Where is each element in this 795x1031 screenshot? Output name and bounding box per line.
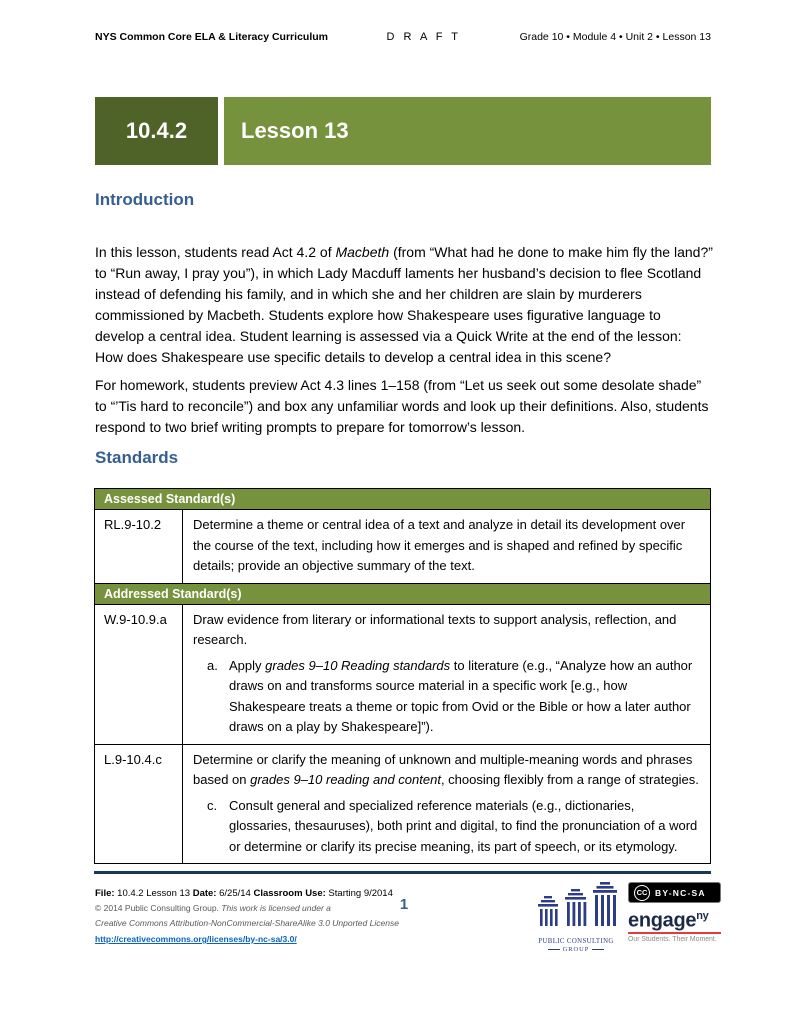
cc-engageny-block bbox=[628, 882, 721, 943]
standard-text-l bbox=[183, 744, 711, 864]
standards-table bbox=[94, 488, 711, 864]
footer-logos bbox=[534, 882, 721, 953]
introduction-paragraph-2: For homework, students preview Act 4.3 lines 1–158 (from “Let us seek out some desolate shade” to “’Tis hard to reconcile”) and box any unfamiliar words and look up their definitions. Also, students respond to two brief writing prompts to prepare for tomorrow’s lesson. bbox=[95, 377, 709, 435]
header-curriculum-title: NYS Common Core ELA & Literacy Curriculum bbox=[95, 31, 328, 43]
table-row-addressed-header bbox=[95, 583, 711, 604]
page-header bbox=[95, 31, 711, 43]
lesson-banner bbox=[95, 97, 711, 165]
table-row-assessed-header bbox=[95, 489, 711, 510]
pcg-logo-group-text bbox=[534, 946, 618, 953]
page-number: 1 bbox=[399, 896, 409, 913]
pcg-group-label: GROUP bbox=[562, 946, 590, 953]
header-draft-label: D R A F T bbox=[386, 31, 462, 43]
footer-license-line-2: Creative Commons Attribution-NonCommercial-ShareAlike 3.0 Unported License bbox=[95, 917, 399, 928]
engageny-tagline: Our Students. Their Moment. bbox=[628, 935, 717, 943]
standard-body-rl: Determine a theme or central idea of a text and analyze in detail its development over the course of the text, including how it emerges and is shaped and refined by specific details; provide an objective summary of the text. bbox=[193, 517, 686, 573]
standard-text-rl bbox=[183, 510, 711, 584]
pcg-columns-icon bbox=[534, 882, 618, 932]
header-lesson-breadcrumb: Grade 10 • Module 4 • Unit 2 • Lesson 13 bbox=[519, 31, 711, 43]
standard-subitem-a bbox=[193, 656, 700, 738]
standard-code-rl: RL.9-10.2 bbox=[95, 510, 183, 584]
footer-file-info bbox=[95, 887, 400, 947]
creative-commons-link[interactable]: http://creativecommons.org/licenses/by-nc-sa/3.0/ bbox=[95, 934, 297, 944]
engageny-logo bbox=[628, 906, 721, 932]
cc-icon: CC bbox=[634, 885, 650, 901]
cc-license-label: BY-NC-SA bbox=[655, 887, 706, 898]
footer-license-line-1: © 2014 Public Consulting Group. This work is licensed under a bbox=[95, 903, 331, 913]
subitem-text-c: Consult general and specialized reference materials (e.g., dictionaries, glossaries, thesauruses), both print and digital, to find the pronunciation of a word or determine or clarify its precise meaning, its part of speech, or its etymology. bbox=[229, 797, 698, 854]
standard-body-l: Determine or clarify the meaning of unknown and multiple-meaning words and phrases based on grades 9–10 reading and content, choosing flexibly from a range of strategies. bbox=[193, 751, 699, 787]
footer-divider-rule bbox=[94, 871, 711, 874]
subitem-marker-a: a. bbox=[207, 657, 218, 673]
subitem-text-a: Apply grades 9–10 Reading standards to literature (e.g., “Analyze how an author draws on and transforms source material in a specific work [e.g., how Shakespeare treats a theme or topic from Ovid or the Bible or how a later author draws on a play by Shakespeare]”). bbox=[229, 657, 693, 734]
standard-code-w: W.9-10.9.a bbox=[95, 604, 183, 744]
standards-heading: Standards bbox=[95, 448, 179, 467]
pcg-dash-left bbox=[548, 949, 560, 950]
pcg-logo bbox=[534, 882, 618, 953]
standard-body-w: Draw evidence from literary or informational texts to support analysis, reflection, and research. bbox=[193, 611, 677, 647]
standard-subitem-c bbox=[193, 796, 700, 858]
engageny-red-rule bbox=[628, 932, 721, 934]
engageny-wordmark: engage bbox=[628, 909, 697, 932]
lesson-title: Lesson 13 bbox=[224, 97, 711, 165]
assessed-standards-header: Assessed Standard(s) bbox=[95, 489, 711, 510]
standard-text-w bbox=[183, 604, 711, 744]
table-row-l bbox=[95, 744, 711, 864]
cc-license-badge bbox=[628, 882, 721, 903]
pcg-logo-text: PUBLIC CONSULTING bbox=[538, 938, 614, 945]
subitem-marker-c: c. bbox=[207, 797, 218, 813]
addressed-standards-header: Addressed Standard(s) bbox=[95, 583, 711, 604]
introduction-paragraph-1: In this lesson, students read Act 4.2 of Macbeth (from “What had he done to make him fly the land?” to “Run away, I pray you”), in which Lady Macduff laments her husband’s decision to flee Scotland instead of defending his family, and in which she and her children are slain by murderers commissioned by Macbeth. Students explore how Shakespeare uses figurative language to develop a central idea. Student learning is assessed via a Quick Write at the end of the lesson: How does Shakespeare use specific details to develop a central idea in this scene? bbox=[95, 244, 713, 365]
footer-file-line: File: 10.4.2 Lesson 13 Date: 6/25/14 Classroom Use: Starting 9/2014 bbox=[95, 888, 393, 899]
engageny-ny-superscript: ny bbox=[696, 910, 709, 922]
lesson-code: 10.4.2 bbox=[95, 97, 218, 165]
table-row-w bbox=[95, 604, 711, 744]
standard-code-l: L.9-10.4.c bbox=[95, 744, 183, 864]
table-row-rl bbox=[95, 510, 711, 584]
pcg-dash-right bbox=[592, 949, 604, 950]
introduction-heading: Introduction bbox=[95, 190, 195, 209]
